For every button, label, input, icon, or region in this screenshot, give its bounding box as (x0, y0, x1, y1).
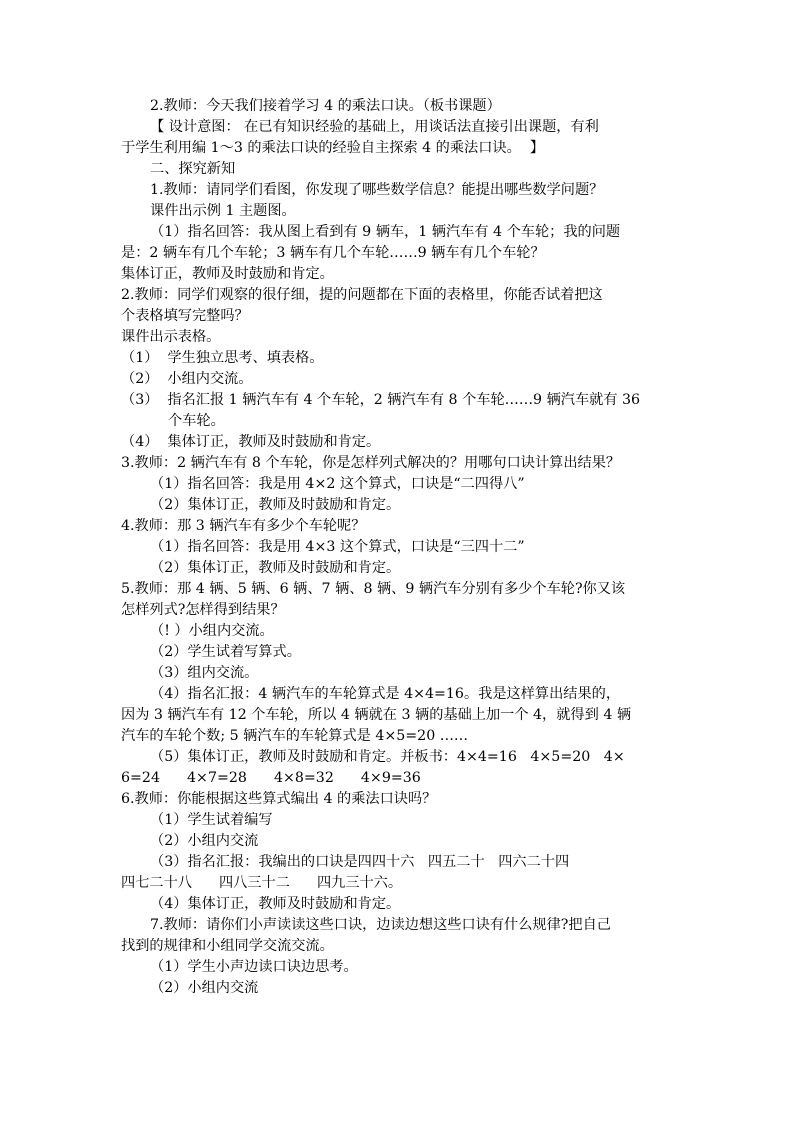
text-line: （1）指名回答：我从图上看到有 9 辆车，1 辆汽车有 4 个车轮；我的问题 (150, 224, 621, 240)
text-line: 4.教师：那 3 辆汽车有多少个车轮呢？ (121, 518, 366, 534)
text-line: 二、探究新知 (150, 161, 236, 177)
text-line: 个表格填写完整吗？ (121, 308, 249, 324)
text-line: （2）学生试着写算式。 (150, 644, 301, 660)
text-line: （2）集体订正，教师及时鼓励和肯定。 (150, 560, 401, 576)
text-line: （3）组内交流。 (150, 665, 259, 681)
text-line: （4）指名汇报：4 辆汽车的车轮算式是 4×4=16。我是这样算出结果的， (150, 686, 621, 702)
text-line: （3） 指名汇报 1 辆汽车有 4 个车轮，2 辆汽车有 8 个车轮……9 辆汽车就有 36 (121, 392, 641, 408)
text-line: 汽车的车轮个数; 5 辆汽车的车轮算式是 4×5=20 …… (121, 728, 469, 744)
text-line: （2）小组内交流 (150, 833, 259, 849)
text-line: （2）小组内交流 (150, 980, 259, 996)
text-line: 因为 3 辆汽车有 12 个车轮，所以 4 辆就在 3 辆的基础上加一个 4，就得到 4 辆 (121, 707, 632, 723)
text-line: （! ）小组内交流。 (150, 623, 274, 639)
text-line: 【 设计意图： 在已有知识经验的基础上，用谈话法直接引出课题，有利 (150, 119, 599, 135)
text-line: 是：2 辆车有几个车轮；3 辆车有几个车轮……9 辆车有几个车轮？ (121, 245, 545, 261)
text-line: 3.教师：2 辆汽车有 8 个车轮，你是怎样列式解决的？用哪句口诀计算出结果？ (121, 455, 621, 471)
text-line: （4）集体订正，教师及时鼓励和肯定。 (150, 896, 401, 912)
text-line: （4） 集体订正，教师及时鼓励和肯定。 (121, 434, 381, 450)
text-line: （1）指名回答：我是用 4×2 这个算式，口诀是“二四得八” (150, 476, 525, 492)
text-line: 个车轮。 (168, 413, 225, 429)
text-line: 6.教师：你能根据这些算式编出 4 的乘法口诀吗？ (121, 791, 437, 807)
text-line: 1.教师：请同学们看图，你发现了哪些数学信息？能提出哪些数学问题？ (150, 182, 604, 198)
text-line: 2.教师：今天我们接着学习 4 的乘法口诀。（板书课题） (150, 98, 501, 114)
text-line: （2）集体订正，教师及时鼓励和肯定。 (150, 497, 401, 513)
text-line: 课件出示表格。 (121, 329, 221, 345)
text-line: （3）指名汇报：我编出的口诀是四四十六 四五二十 四六二十四 (150, 854, 570, 870)
text-line: （1）学生小声边读口诀边思考。 (150, 959, 358, 975)
text-line: （2） 小组内交流。 (121, 371, 253, 387)
text-line: 于学生利用编 1～3 的乘法口诀的经验自主探索 4 的乘法口诀。 】 (121, 140, 545, 156)
text-line: 怎样列式?怎样得到结果？ (121, 602, 285, 618)
text-line: （1） 学生独立思考、填表格。 (121, 350, 324, 366)
text-line: 6=24 4×7=28 4×8=32 4×9=36 (121, 770, 421, 786)
text-line: 7.教师：请你们小声读读这些口诀，边读边想这些口诀有什么规律?把自己 (150, 917, 611, 933)
text-line: 集体订正，教师及时鼓励和肯定。 (121, 266, 334, 282)
text-line: 5.教师：那 4 辆、5 辆、6 辆、7 辆、8 辆、9 辆汽车分别有多少个车轮?你又该 (121, 581, 626, 597)
text-line: （1）指名回答：我是用 4×3 这个算式，口诀是“三四十二” (150, 539, 525, 555)
text-line: （5）集体订正，教师及时鼓励和肯定。并板书：4×4=16 4×5=20 4× (150, 749, 625, 765)
text-line: （1）学生试着编写 (150, 812, 273, 828)
text-line: 2.教师：同学们观察的很仔细，提的问题都在下面的表格里，你能否试着把这 (121, 287, 603, 303)
text-line: 四七二十八 四八三十二 四九三十六。 (121, 875, 403, 891)
text-line: 课件出示例 1 主题图。 (150, 203, 296, 219)
text-line: 找到的规律和小组同学交流交流。 (121, 938, 334, 954)
